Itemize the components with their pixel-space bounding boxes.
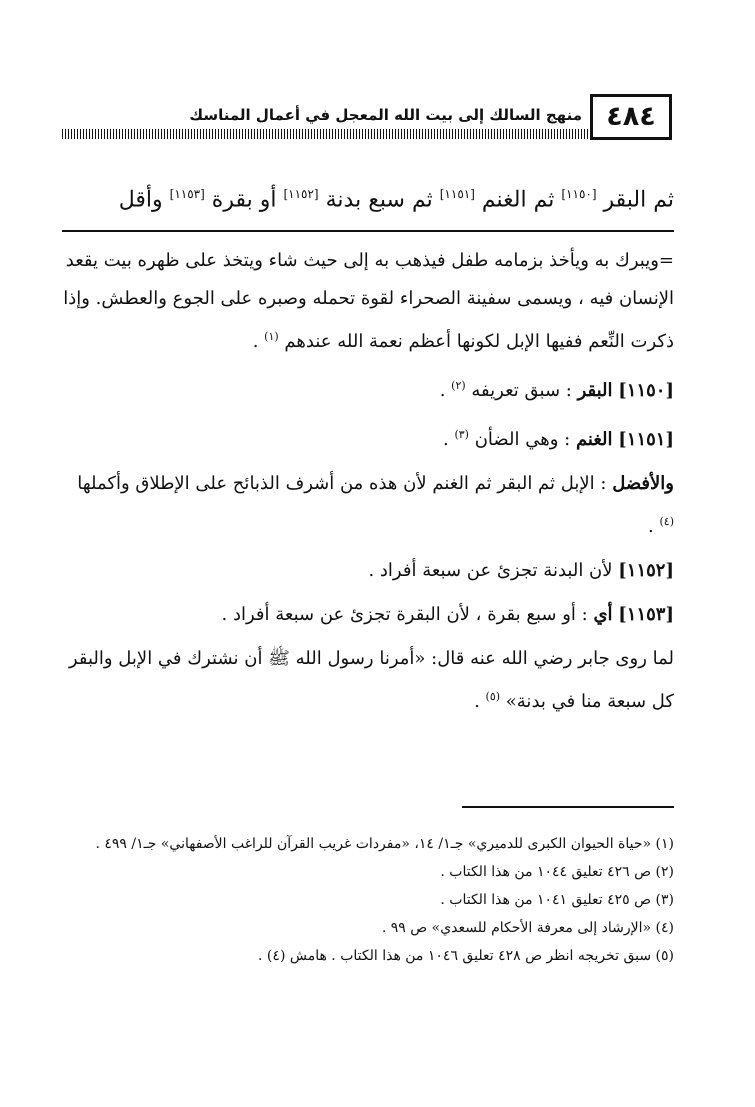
entry-term: والأفضل [612, 473, 674, 494]
footnote: (١) «حياة الحيوان الكبرى للدميري» جـ١/ ١٤، «مفردات غريب القرآن للراغب الأصفهاني» جـ١/ ٤٩٩ . [95, 836, 674, 852]
main-text-part: أو بقرة [211, 187, 277, 213]
header-rule [62, 129, 590, 139]
main-text-part: ثم سبع بدنة [325, 187, 433, 213]
paragraph-text: لما روى جابر رضي الله عنه قال: «أمرنا رسول الله ﷺ أن نشترك في الإبل والبقر كل سبعة منا في بدنة» [68, 648, 674, 712]
main-text-rule [62, 230, 674, 232]
paragraph-text: =ويبرك به ويأخذ بزمامه طفل فيذهب به إلى حيث شاء ويتخذ على ظهره بيت يقعد الإنسان فيه ، ويسمى سفينة الصحراء لقوة تحمله وصبره على الجوع والعطش. وإذا ذكرت النِّعم ففيها الإبل لكونها أعظم نعمة الله عندهم [63, 250, 674, 352]
main-text-line [62, 176, 674, 218]
footnote: (٣) ص ٤٢٥ تعليق ١٠٤١ من هذا الكتاب . [440, 892, 674, 908]
ref-1153: [١١٥٣] [169, 187, 205, 201]
entry-number: [١١٥٠] [618, 380, 674, 401]
main-text-part: ثم البقر [603, 187, 674, 213]
commentary-paragraph: لما روى جابر رضي الله عنه قال: «أمرنا رسول الله ﷺ أن نشترك في الإبل والبقر كل سبعة منا في بدنة» $^{(٥)}$ . [68, 648, 674, 712]
commentary [62, 242, 674, 727]
commentary-paragraph [62, 596, 674, 634]
footnote-ref: (٥) [485, 690, 501, 703]
commentary-paragraph: =ويبرك به ويأخذ بزمامه طفل فيذهب به إلى حيث شاء ويتخذ على ظهره بيت يقعد الإنسان فيه ، ويسمى سفينة الصحراء لقوة تحمله وصبره على الجوع والعطش. وإذا ذكرت النِّعم ففيها الإبل لكونها أعظم نعمة الله عندهم $^{(١)}$ . [63, 250, 674, 352]
footnote-ref: (١) [264, 330, 279, 343]
entry-term: أي [593, 604, 613, 625]
paragraph-text: : سبق تعريفه [471, 380, 572, 401]
commentary-paragraph: [١١٥١] الغنم : وهي الضأن $^{(٣)}$ . [443, 428, 674, 450]
commentary-paragraph: والأفضل : الإبل ثم البقر ثم الغنم لأن هذه من أشرف الذبائح على الإطلاق وأكملها $^{(٤)}$ . [77, 473, 674, 537]
footnote: (٥) سبق تخريجه انظر ص ٤٢٨ تعليق ١٠٤٦ من هذا الكتاب . هامش (٤) . [258, 948, 674, 964]
entry-term: الغنم [575, 429, 613, 450]
running-header: منهج السالك إلى بيت الله المعجل في أعمال المناسك [189, 106, 582, 124]
entry-term: البقر [577, 380, 613, 401]
paragraph-text: : وهي الضأن [474, 429, 571, 450]
commentary-paragraph [62, 552, 674, 590]
paragraph-text: لأن البدنة تجزئ عن سبعة أفراد . [368, 560, 613, 581]
footnote: (٤) «الإرشاد إلى معرفة الأحكام للسعدي» ص ٩٩ . [381, 920, 674, 936]
footnote-rule [462, 806, 674, 808]
ref-1152: [١١٥٢] [283, 187, 319, 201]
paragraph-text: : الإبل ثم البقر ثم الغنم لأن هذه من أشرف الذبائح على الإطلاق وأكملها [77, 473, 607, 494]
footnote-ref: (٢) [451, 379, 466, 392]
page-number: ٤٨٤ [590, 94, 672, 140]
commentary-paragraph: [١١٥٠] البقر : سبق تعريفه $^{(٢)}$ . [439, 379, 674, 401]
footnote-ref: (٣) [454, 428, 469, 441]
entry-number: [١١٥٢] [618, 560, 674, 581]
footnote: (٢) ص ٤٢٦ تعليق ١٠٤٤ من هذا الكتاب . [440, 864, 674, 880]
main-text-part: ثم الغنم [481, 187, 555, 213]
ref-1150: [١١٥٠] [561, 187, 597, 201]
footnotes [62, 830, 674, 970]
entry-number: [١١٥١] [618, 429, 674, 450]
ref-1151: [١١٥١] [439, 187, 475, 201]
footnote-ref: (٤) [659, 515, 674, 528]
paragraph-text: : أو سبع بقرة ، لأن البقرة تجزئ عن سبعة أفراد . [221, 604, 588, 625]
main-text-part: وأقل [118, 187, 163, 213]
entry-number: [١١٥٣] [618, 604, 674, 625]
